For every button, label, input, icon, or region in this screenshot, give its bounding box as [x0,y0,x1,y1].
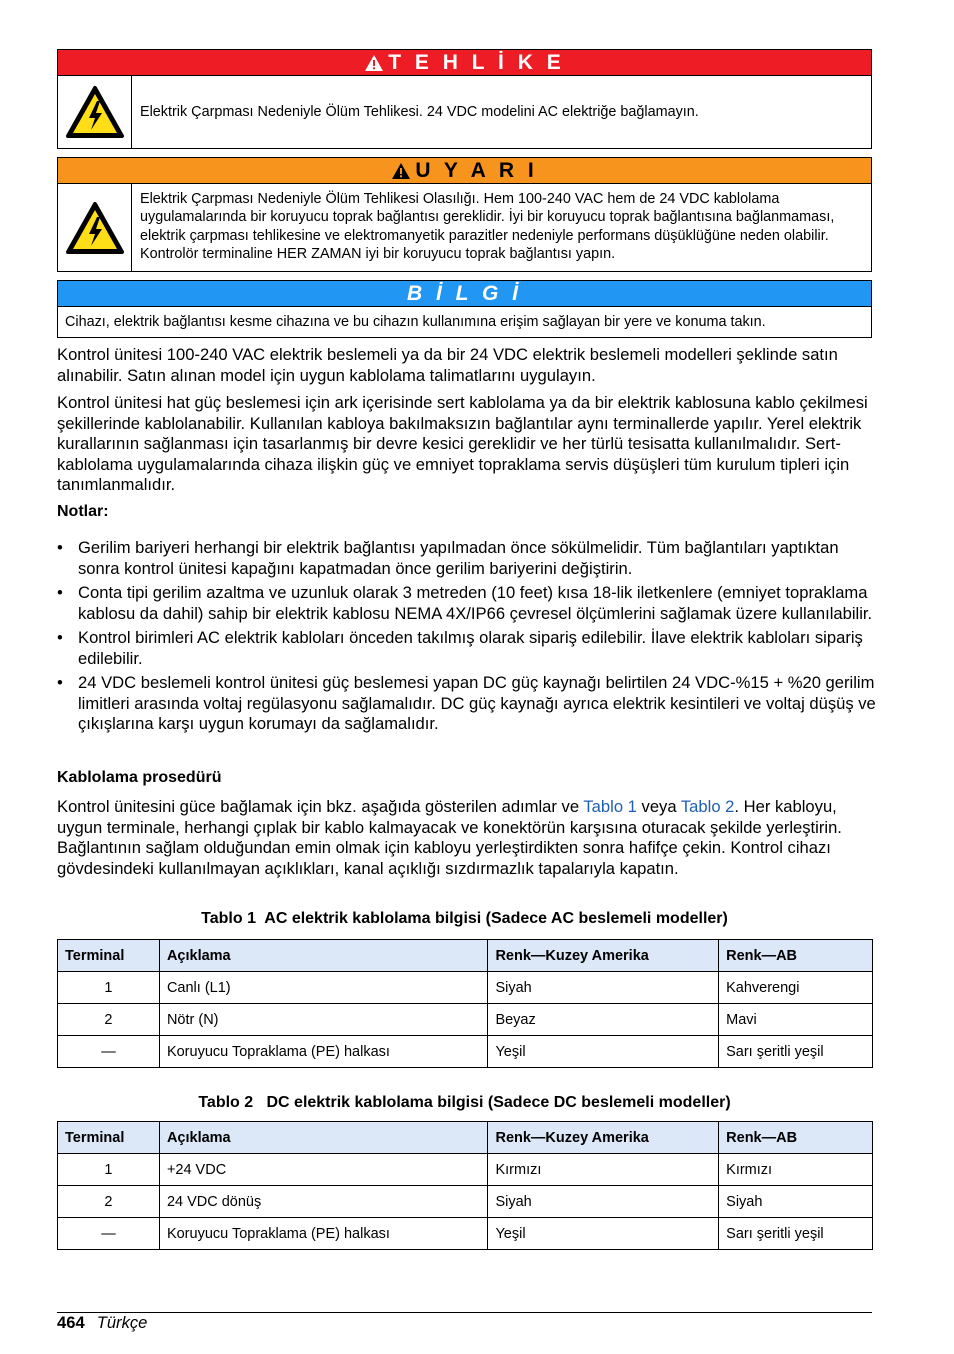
table-cell: — [58,1218,160,1250]
table-cell: Kahverengi [719,972,873,1004]
header-cell: Renk—AB [719,940,873,972]
footer-language: Türkçe [96,1313,148,1332]
table1-link[interactable]: Tablo 1 [583,797,637,816]
table-cell: Koruyucu Topraklama (PE) halkası [159,1036,488,1068]
electric-shock-icon-cell [58,76,132,148]
procedure-text-before: Kontrol ünitesini güce bağlamak için bkz. aşağıda gösterilen adımlar ve [57,797,584,816]
danger-title: T E H L İ K E [388,50,565,74]
table-cell: Kırmızı [719,1154,873,1186]
table-cell: Yeşil [488,1218,719,1250]
table-row [58,1154,873,1186]
table1-caption: Tablo 1 AC elektrik kablolama bilgisi (Sadece AC beslemeli modeller) [201,910,728,927]
list-item: • 24 VDC beslemeli kontrol ünitesi güç beslemesi yapan DC güç kaynağı belirtilen 24 VDC-%15 + %20 gerilim limitleri arasında voltaj regülasyonu sağlamalıdır. DC güç kaynağı ayrıca elektrik kesintileri ve voltaj düşüş ve çıkışlarına karşı uygun korumayı da sağlamalıdır. [57,673,877,735]
table-cell: 2 [58,1186,160,1218]
warning-notice [57,157,872,272]
info-title: B İ L G İ [407,281,522,305]
header-cell: Renk—AB [719,1122,873,1154]
header-cell: Renk—Kuzey Amerika [488,940,719,972]
table-cell: 1 [58,972,160,1004]
table-cell: Canlı (L1) [159,972,488,1004]
ac-wiring-table [57,939,873,1068]
table-cell: 1 [58,1154,160,1186]
warning-header [58,158,871,184]
list-item: • Kontrol birimleri AC elektrik kabloları önceden takılmış olarak sipariş edilebilir. İlave elektrik kabloları sipariş edilebilir. [57,628,877,669]
wiring-paragraph: Kontrol ünitesi hat güç beslemesi için ark içerisinde sert kablolama ya da bir elektrik kablosuna kablo çekilmesi şekillerinde kablolanabilir. Kullanılan kabloya bakılmaksızın bağlantılar aynı terminallerde yapılır. Yerel elektrik kurallarının sağlanması için tasarlanmış bir devre kesici gereklidir ve her türlü tesisatta kullanılmalıdır. Sert-kablolama uygulamalarında cihaza ilişkin güç ve emniyet topraklama servis düşüşleri tüm kurulum tipleri için tanımlanmalıdır. [57,393,868,494]
list-item: • Gerilim bariyeri herhangi bir elektrik bağlantısı yapılmadan önce sökülmelidir. Tüm bağlantıları yaptıktan sonra kontrol ünitesi kapağını kapatmadan önce gerilim bariyerini değiştirin. [57,538,877,579]
electric-shock-icon-cell [58,184,132,271]
list-item: • Conta tipi gerilim azaltma ve uzunluk olarak 3 metreden (10 feet) kısa 18-lik iletkenlere (emniyet topraklama kablosu da dahil) sahip bir elektrik kablosu NEMA 4X/IP66 çevresel ölçümlerini sağlamak üzere kullanılabilir. [57,583,877,624]
table-row [58,972,873,1004]
table-cell: Koruyucu Topraklama (PE) halkası [159,1218,488,1250]
info-notice [57,280,872,338]
table-cell: Sarı şeritli yeşil [719,1036,873,1068]
notes-heading: Notlar: [57,503,109,520]
header-cell: Terminal [58,940,160,972]
danger-text: Elektrik Çarpması Nedeniyle Ölüm Tehlikesi. 24 VDC modelini AC elektriğe bağlamayın. [140,103,699,120]
warning-title: U Y A R I [415,158,538,182]
header-cell: Renk—Kuzey Amerika [488,1122,719,1154]
table-header-row [58,940,873,972]
danger-header [58,50,871,76]
table-cell: Yeşil [488,1036,719,1068]
table-row [58,1186,873,1218]
table-row [58,1036,873,1068]
table-cell: Beyaz [488,1004,719,1036]
intro-paragraph: Kontrol ünitesi 100-240 VAC elektrik beslemeli ya da bir 24 VDC elektrik beslemeli modelleri şeklinde satın alınabilir. Satın alınan model için uygun kablolama talimatlarını uygulayın. [57,345,838,385]
header-cell: Açıklama [159,1122,488,1154]
table-cell: Mavi [719,1004,873,1036]
table-cell: Kırmızı [488,1154,719,1186]
info-text: Cihazı, elektrik bağlantısı kesme cihazına ve bu cihazın kullanımına erişim sağlayan bir yere ve konuma takın. [65,313,766,330]
warning-text: Elektrik Çarpması Nedeniyle Ölüm Tehlikesi Olasılığı. Hem 100-240 VAC hem de 24 VDC kablolama uygulamalarında bir koruyucu toprak bağlantısı gereklidir. İyi bir koruyucu toprak bağlantısına bağlanmaması, elektrik çarpması tehlikesine ve elektromanyetik parazitler nedeniyle performans düşüklüğüne neden olabilir. Kontrolör terminaline HER ZAMAN iyi bir koruyucu toprak bağlantısı yapın. [140,190,835,262]
table-cell: Siyah [488,972,719,1004]
footer-divider [57,1312,872,1313]
warning-triangle-icon [391,162,411,180]
table-cell: Sarı şeritli yeşil [719,1218,873,1250]
electric-shock-icon [65,201,125,255]
table-cell: +24 VDC [159,1154,488,1186]
table-cell: 24 VDC dönüş [159,1186,488,1218]
notes-list [57,538,877,739]
warning-triangle-icon [364,54,384,72]
procedure-paragraph [57,797,877,879]
table2-link[interactable]: Tablo 2 [680,797,735,816]
page-footer [57,1313,147,1333]
info-header [58,281,871,307]
table-row [58,1004,873,1036]
header-cell: Açıklama [159,940,488,972]
electric-shock-icon [65,85,125,139]
header-cell: Terminal [58,1122,160,1154]
procedure-text-after: . Her kabloyu, uygun terminale, herhangi çıplak bir kablo kalmayacak ve konektörün karşısına oturacak şekilde yerleştirin. Bağlantının sağlam olduğundan emin olmak için kabloyu yerleştirdikten sonra hafifçe çekin. Kontrol cihazı gövdesindeki kullanılmayan açıklıkları, kanal açıklığı sızdırmazlık tapalarıyla kapatın. [57,797,842,878]
table-cell: Siyah [488,1186,719,1218]
procedure-heading: Kablolama prosedürü [57,769,222,786]
table-cell: — [58,1036,160,1068]
procedure-text-mid: veya [636,797,681,816]
table-header-row [58,1122,873,1154]
danger-notice [57,49,872,149]
table2-caption: Tablo 2 DC elektrik kablolama bilgisi (Sadece DC beslemeli modeller) [198,1094,731,1111]
dc-wiring-table [57,1121,873,1250]
table-cell: Siyah [719,1186,873,1218]
page-number: 464 [57,1313,85,1332]
table-cell: 2 [58,1004,160,1036]
table-row [58,1218,873,1250]
table-cell: Nötr (N) [159,1004,488,1036]
